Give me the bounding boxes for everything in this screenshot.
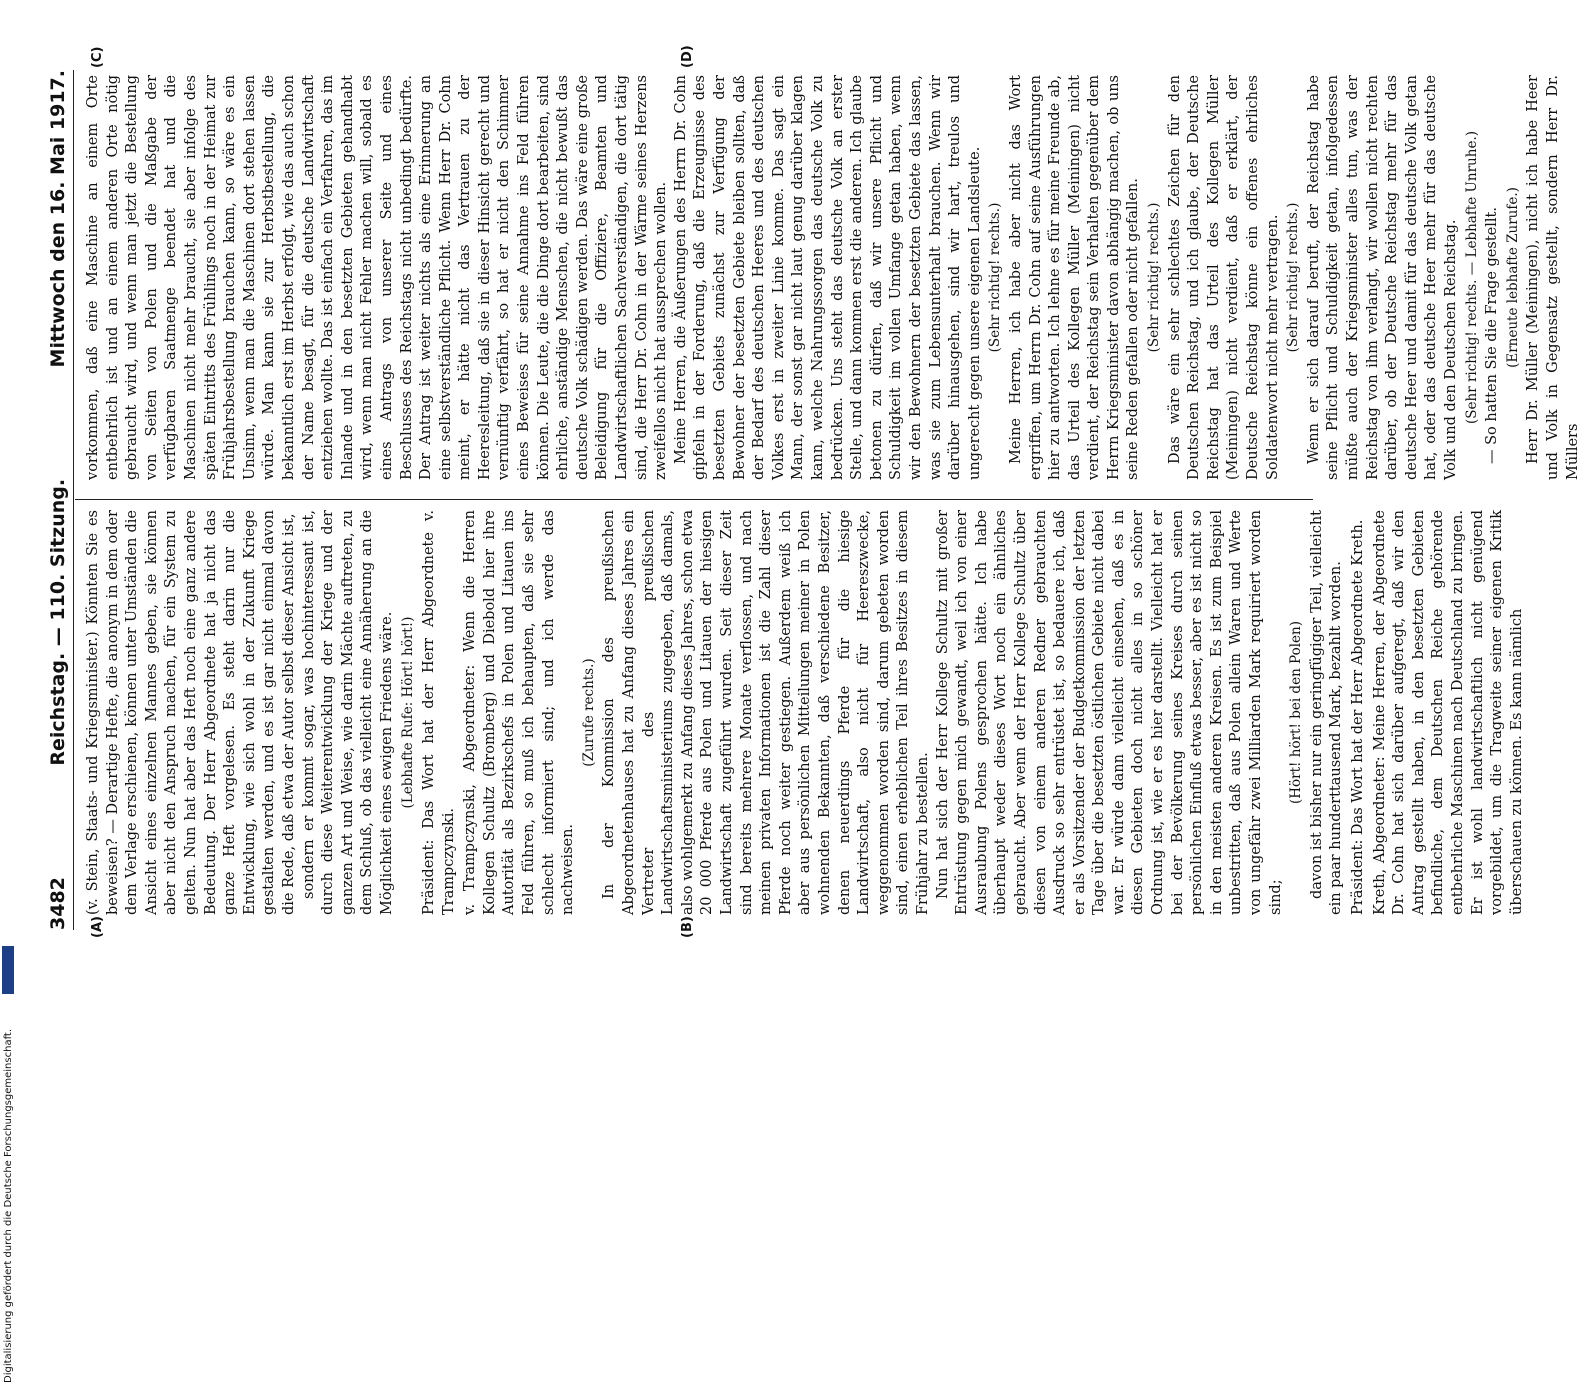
speaker-paragraph: Präsident: Das Wort hat der Herr Abgeordnete Kreth.: [1350, 519, 1366, 915]
paragraph: sondern er kommt sogar, was hochinteressant ist, durch diese Weiterentwicklung der Kriege und der ganzen Art und Weise, wie darin Mächte auftreten, zu dem Schluß, ob das vielleicht eine Annäherung an die Möglichkeit eines ewigen Friedens wäre.: [300, 510, 395, 915]
header-date: Mittwoch den 16. Mai 1917.: [47, 70, 69, 368]
speaker-paragraph: (v. Stein, Staats- und Kriegsminister.) Könnten Sie es beweisen? — Derartige Hefte, die anonym in dem oder dem Verlage erschienen, können unter Umständen die Ansicht eines einzelnen Mannes geben, sie können aber nicht den Anspruch machen, für ein System zu gelten. Nun hat aber das Heft noch eine ganz andere Bedeutung. Der Herr Abgeordnete hat ja nicht das ganze Heft vorgelesen. Es steht darin nur die Entwicklung, wie sich wohl in der Zukunft Kriege gestalten werden, und es ist gar nicht einmal davon die Rede, daß etwa der Autor selbst dieser Ansicht ist,: [85, 510, 297, 915]
margin-marker-d: (D): [680, 45, 695, 68]
paragraph: vorkommen, daß eine Maschine an einem Orte entbehrlich ist und an einem anderen Orte nötig gebraucht wird, und wenn man jetzt die Bestellung von Seiten von Polen und die Maßgabe der verfügbaren Saatmenge beendet hat und die Maschinen nicht mehr braucht, sie aber infolge des späten Eintritts des Frühlings noch in der Heimat zur Frühjahrsbestellung brauchen kann, so wäre es ein Unsinn, wenn man die Maschinen dort stehen lassen würde. Man kann sie zur Herbstbestellung, die bekanntlich erst im Herbst erfolgt, wie das auch schon der Name besagt, für die deutsche Landwirtschaft entziehen wollte. Das ist einfach ein Verfahren, das im Inlande und in den besetzten Gebieten gehandhabt wird, wenn man nicht Fehler machen will, sobald es eines Antrags von unserer Seite und eines Beschlusses des Reichstags nicht unbedingt bedürfte. Der Antrag ist weiter nichts als eine Erinnerung an eine selbstverständliche Pflicht. Wenn Herr Dr. Cohn meint, er hätte nicht das Vertrauen zu der Heeresleitung, daß sie in dieser Hinsicht gerecht und vernünftig verfährt, so hat er nicht den Schimmer eines Beweises für seine Annahme ins Feld führen können. Die Leute, die die Dinge dort bearbeiten, sind ehrliche, anständige Menschen, die nicht bewußt das deutsche Volk schädigen werden. Das wäre eine große Beleidigung für die Offiziere, Beamten und Landwirtschaftlichen Sachverständigen, die dort tätig sind, die Herr Dr. Cohn in der Wärme seines Herzens zweifellos nicht hat aussprechen wollen.: [85, 75, 670, 480]
digitization-credit: Digitalisierung gefördert durch die Deutsche Forschungsgemeinschaft.: [3, 1028, 14, 1383]
interjection: (Lebhafte Rufe: Hört! hört!): [399, 616, 416, 809]
interjection: (Sehr richtig! rechts.): [1285, 202, 1302, 353]
paragraph: Nun hat sich der Herr Kollege Schultz mit großer Entrüstung gegen mich gewandt, weil ich von einer Ausraubung Polens gesprochen hätte. Ich habe überhaupt weder dieses Wort noch ein ähnliches gebraucht. Aber wenn der Herr Kollege Schultz über diesen von einem anderen Redner gebrauchten Ausdruck so sehr entrüstet ist, so bedauere ich, daß er als Vorsitzender der Budgetkommission der letzten Tage über die besetzten östlichen Gebiete nicht dabei war. Er würde dann vielleicht einsehen, daß es in diesen Gebieten doch nicht alles in so schöner Ordnung ist, wie er es hier darstellt. Vielleicht hat er bei der Bevölkerung seines Kreises durch seinen persönlichen Einfluß etwas besser, aber es ist nicht so in den meisten anderen Kreisen. Es ist zum Beispiel unbestritten, daß aus Polen allein Waren und Werte von ungefähr zwei Milliarden Mark requiriert worden sind;: [934, 510, 1284, 915]
page-header: [35, 70, 74, 930]
paragraph: Wenn er sich darauf beruft, der Reichstag habe seine Pflicht und Schuldigkeit getan, infolgedessen müßte auch der Kriegsminister alles tun, was der Reichstag von ihm verlangt, wir wollen nicht rechten darüber, ob der Deutsche Reichstag mehr für das deutsche Heer und damit für das deutsche Volk getan hat, oder das deutsche Heer mehr für das deutsche Volk und den Deutschen Reichstag.: [1305, 75, 1459, 480]
margin-marker-a: (A): [90, 916, 105, 938]
right-column: [82, 75, 1583, 480]
interjection: (Sehr richtig! rechts. — Lebhafte Unruhe.): [1463, 131, 1480, 424]
paragraph: Meine Herren, ich habe aber nicht das Wort ergriffen, um Herrn Dr. Cohn auf seine Ausführungen hier zu antworten. Ich lehne es für meine Freunde ab, das Urteil des Kollegen Müller (Meiningen) nicht verdient, der Reichstag sein Verhalten gegenüber dem Herrn Kriegsminister davon abhängig machen, ob uns seine Reden gefallen oder nicht gefallen.: [1007, 75, 1142, 480]
paragraph: davon ist bisher nur ein geringfügiger Teil, vielleicht ein paar hunderttausend Mark, bezahlt worden.: [1308, 510, 1345, 915]
column-divider: [75, 499, 1313, 500]
speaker-paragraph: Kreth, Abgeordneter: Meine Herren, der Abgeordnete Dr. Cohn hat sich darüber aufgeregt, daß wir den Antrag gestellt haben, in den besetzten Gebieten befindliche, dem Deutschen Reiche gehörende entbehrliche Maschinen nach Deutschland zu bringen. Er ist wohl landwirtschaftlich nicht genügend vorgebildet, um die Tragweite seiner eigenen Kritik überschauen zu können. Es kann nämlich: [1371, 510, 1525, 915]
dfg-logo-icon: [2, 946, 14, 994]
interjection: (Zurufe rechts.): [580, 658, 597, 767]
interjection: (Sehr richtig! rechts.): [1146, 202, 1163, 353]
margin-marker-c: (C): [90, 46, 105, 68]
interjection: (Hört! hört! bei den Polen): [1288, 621, 1305, 804]
margin-marker-b: (B): [680, 916, 695, 938]
paragraph: In der Kommission des preußischen Abgeordnetenhauses hat zu Anfang dieses Jahres ein Vertreter des preußischen Landwirtschaftsministeriums zugegeben, daß damals, also wohlgemerkt zu Anfang dieses Jahres, schon etwa 20 000 Pferde aus Polen und Litauen der hiesigen Landwirtschaft zugeführt wurden. Seit dieser Zeit sind bereits mehrere Monate verflossen, und nach meinen privaten Informationen ist die Zahl dieser Pferde noch weiter gestiegen. Außerdem weiß ich aber aus persönlichen Mitteilungen meiner in Polen wohnenden Bekannten, daß verschiedene Besitzer, denen neuerdings Pferde für die hiesige Landwirtschaft, also nicht für Heereszwecke, weggenommen worden sind, darum gebeten worden sind, einen erheblichen Teil ihres Besitzes in diesem Frühjahr zu bestellen.: [601, 510, 931, 915]
header-title: Reichstag. — 110. Sitzung.: [47, 478, 69, 766]
left-column: [82, 510, 1527, 915]
paragraph: — So hatten Sie die Frage gestellt.: [1484, 207, 1501, 464]
page-number: 3482: [47, 877, 69, 930]
interjection: (Sehr richtig! rechts.): [987, 202, 1004, 353]
paragraph: Das wäre ein sehr schlechtes Zeichen für den Deutschen Reichstag, und ich glaube, der Deutsche Reichstag hat das Urteil des Kollegen Müller (Meiningen) nicht verdient, daß er erklärt, der Deutsche Reichstag könne ein offenes ehrliches Soldatenwort nicht mehr vertragen.: [1166, 75, 1281, 480]
paragraph: Herr Dr. Müller (Meiningen), nicht ich habe Heer und Volk in Gegensatz gestellt, sondern Herr Dr. Müllers: [1525, 75, 1581, 480]
interjection: (Erneute lebhafte Zurufe.): [1504, 187, 1521, 368]
speaker-paragraph: Präsident: Das Wort hat der Herr Abgeordnete v. Trampczynski.: [421, 510, 457, 915]
speaker-paragraph: v. Trampczynski, Abgeordneter: Wenn die Herren Kollegen Schultz (Bromberg) und Diebold hier ihre Autorität als Bezirkschefs in Polen und Litauen ins Feld führen, so muß ich behaupten, daß sie sehr schlecht informiert sind; und ich werde das nachweisen.: [462, 510, 577, 915]
paragraph: Meine Herren, die Äußerungen des Herrn Dr. Cohn gipfeln in der Forderung, daß die Erzeugnisse des besetzten Gebiets zunächst zur Verfügung der Bewohner der besetzten Gebiete bleiben sollten, daß der Bedarf des deutschen Heeres und des deutschen Volkes erst in zweiter Linie komme. Das sagt ein Mann, der sonst gar nicht laut genug darüber klagen kann, welche Nahrungssorgen das deutsche Volk zu bedrücken. Uns steht das deutsche Volk an erster Stelle, und dann kommen erst die anderen. Ich glaube betonen zu dürfen, daß wir unsere Pflicht und Schuldigkeit im vollen Umfange getan haben, wenn wir den Bewohnern der besetzten Gebiete das lassen, was sie zum Lebensunterhalt brauchen. Wenn wir darüber hinausgehen, sind wir hart, treulos und ungerecht gegen unsere eigenen Landsleute.: [672, 75, 983, 480]
